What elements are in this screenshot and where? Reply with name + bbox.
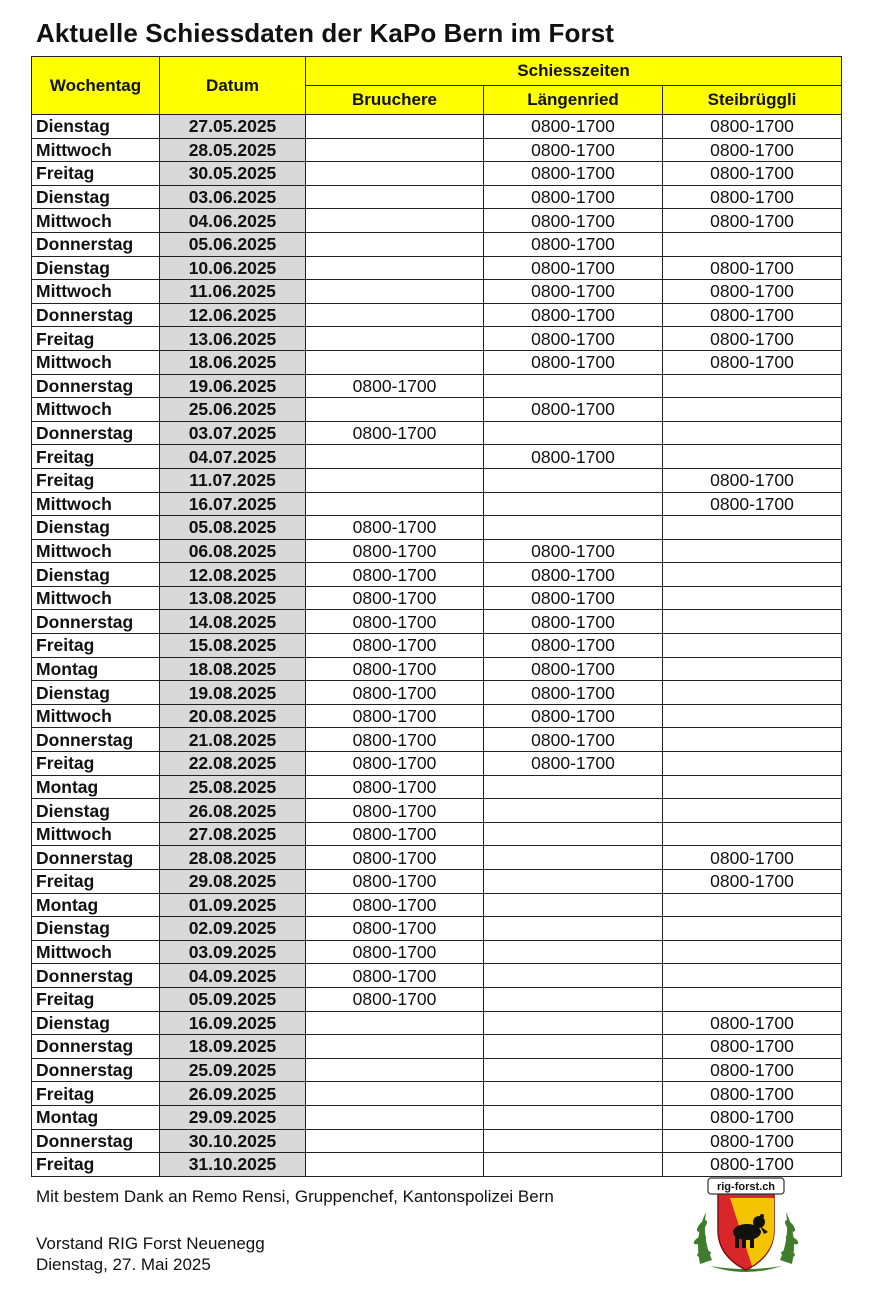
table-row xyxy=(32,657,842,681)
table-row xyxy=(32,327,842,351)
bruuchere-cell: 0800-1700 xyxy=(306,775,484,799)
table-row xyxy=(32,610,842,634)
table-row xyxy=(32,1129,842,1153)
bruuchere-cell xyxy=(306,185,484,209)
steibrueggli-cell xyxy=(663,728,842,752)
laengenried-cell xyxy=(484,870,663,894)
table-row xyxy=(32,468,842,492)
bruuchere-cell xyxy=(306,280,484,304)
table-row xyxy=(32,987,842,1011)
laengenried-cell xyxy=(484,374,663,398)
bruuchere-cell: 0800-1700 xyxy=(306,374,484,398)
laengenried-cell: 0800-1700 xyxy=(484,681,663,705)
board-name: Vorstand RIG Forst Neuenegg xyxy=(36,1234,265,1253)
steibrueggli-cell: 0800-1700 xyxy=(663,468,842,492)
table-row xyxy=(32,162,842,186)
laengenried-cell: 0800-1700 xyxy=(484,752,663,776)
table-body xyxy=(32,115,842,1177)
steibrueggli-cell xyxy=(663,586,842,610)
date-cell: 31.10.2025 xyxy=(160,1153,306,1177)
table-row xyxy=(32,1082,842,1106)
date-cell: 04.06.2025 xyxy=(160,209,306,233)
weekday-cell: Donnerstag xyxy=(32,421,160,445)
table-row xyxy=(32,209,842,233)
shooting-schedule-table xyxy=(31,56,842,1177)
weekday-cell: Dienstag xyxy=(32,256,160,280)
date-cell: 20.08.2025 xyxy=(160,704,306,728)
laengenried-cell xyxy=(484,1058,663,1082)
date-cell: 04.07.2025 xyxy=(160,445,306,469)
laengenried-cell: 0800-1700 xyxy=(484,327,663,351)
bruuchere-cell: 0800-1700 xyxy=(306,681,484,705)
bruuchere-cell: 0800-1700 xyxy=(306,964,484,988)
bruuchere-cell xyxy=(306,327,484,351)
date-cell: 29.08.2025 xyxy=(160,870,306,894)
steibrueggli-cell xyxy=(663,752,842,776)
steibrueggli-cell: 0800-1700 xyxy=(663,209,842,233)
bruuchere-cell: 0800-1700 xyxy=(306,799,484,823)
table-row xyxy=(32,563,842,587)
date-cell: 12.06.2025 xyxy=(160,303,306,327)
laengenried-cell: 0800-1700 xyxy=(484,657,663,681)
weekday-cell: Donnerstag xyxy=(32,1129,160,1153)
table-row xyxy=(32,917,842,941)
bruuchere-cell: 0800-1700 xyxy=(306,917,484,941)
laengenried-cell: 0800-1700 xyxy=(484,610,663,634)
steibrueggli-cell: 0800-1700 xyxy=(663,1153,842,1177)
weekday-cell: Mittwoch xyxy=(32,138,160,162)
weekday-cell: Freitag xyxy=(32,870,160,894)
laengenried-cell: 0800-1700 xyxy=(484,162,663,186)
steibrueggli-cell xyxy=(663,704,842,728)
steibrueggli-cell: 0800-1700 xyxy=(663,1129,842,1153)
table-row xyxy=(32,704,842,728)
steibrueggli-cell xyxy=(663,775,842,799)
weekday-cell: Freitag xyxy=(32,468,160,492)
laengenried-cell xyxy=(484,421,663,445)
header-laengenried: Längenried xyxy=(484,86,663,115)
weekday-cell: Mittwoch xyxy=(32,539,160,563)
weekday-cell: Donnerstag xyxy=(32,1058,160,1082)
laengenried-cell xyxy=(484,1035,663,1059)
steibrueggli-cell xyxy=(663,421,842,445)
bruuchere-cell: 0800-1700 xyxy=(306,634,484,658)
laengenried-cell: 0800-1700 xyxy=(484,115,663,139)
date-cell: 25.08.2025 xyxy=(160,775,306,799)
bruuchere-cell xyxy=(306,1129,484,1153)
table-row xyxy=(32,681,842,705)
laengenried-cell xyxy=(484,1153,663,1177)
date-cell: 19.06.2025 xyxy=(160,374,306,398)
bruuchere-cell xyxy=(306,1082,484,1106)
laengenried-cell: 0800-1700 xyxy=(484,445,663,469)
laengenried-cell: 0800-1700 xyxy=(484,138,663,162)
laengenried-cell: 0800-1700 xyxy=(484,563,663,587)
weekday-cell: Mittwoch xyxy=(32,704,160,728)
laengenried-cell: 0800-1700 xyxy=(484,232,663,256)
laengenried-cell: 0800-1700 xyxy=(484,280,663,304)
steibrueggli-cell xyxy=(663,964,842,988)
table-row xyxy=(32,374,842,398)
weekday-cell: Donnerstag xyxy=(32,728,160,752)
weekday-cell: Dienstag xyxy=(32,681,160,705)
date-cell: 21.08.2025 xyxy=(160,728,306,752)
date-cell: 27.05.2025 xyxy=(160,115,306,139)
date-cell: 01.09.2025 xyxy=(160,893,306,917)
date-cell: 13.08.2025 xyxy=(160,586,306,610)
steibrueggli-cell: 0800-1700 xyxy=(663,162,842,186)
steibrueggli-cell xyxy=(663,563,842,587)
table-row xyxy=(32,185,842,209)
date-cell: 06.08.2025 xyxy=(160,539,306,563)
table-row xyxy=(32,846,842,870)
table-row xyxy=(32,893,842,917)
date-cell: 26.09.2025 xyxy=(160,1082,306,1106)
steibrueggli-cell xyxy=(663,374,842,398)
steibrueggli-cell: 0800-1700 xyxy=(663,1082,842,1106)
steibrueggli-cell xyxy=(663,681,842,705)
bruuchere-cell xyxy=(306,1011,484,1035)
steibrueggli-cell xyxy=(663,610,842,634)
laengenried-cell: 0800-1700 xyxy=(484,398,663,422)
date-cell: 16.09.2025 xyxy=(160,1011,306,1035)
weekday-cell: Montag xyxy=(32,657,160,681)
steibrueggli-cell xyxy=(663,539,842,563)
table-row xyxy=(32,280,842,304)
steibrueggli-cell xyxy=(663,657,842,681)
laengenried-cell xyxy=(484,987,663,1011)
signature-date: Dienstag, 27. Mai 2025 xyxy=(36,1255,211,1274)
bruuchere-cell xyxy=(306,209,484,233)
weekday-cell: Donnerstag xyxy=(32,303,160,327)
steibrueggli-cell: 0800-1700 xyxy=(663,870,842,894)
logo-text: rig-forst.ch xyxy=(716,1181,776,1193)
weekday-cell: Donnerstag xyxy=(32,1035,160,1059)
weekday-cell: Donnerstag xyxy=(32,374,160,398)
weekday-cell: Mittwoch xyxy=(32,492,160,516)
laengenried-cell xyxy=(484,1082,663,1106)
laengenried-cell: 0800-1700 xyxy=(484,704,663,728)
table-row xyxy=(32,634,842,658)
table-row xyxy=(32,586,842,610)
table-row xyxy=(32,256,842,280)
table-row xyxy=(32,940,842,964)
laengenried-cell xyxy=(484,516,663,540)
weekday-cell: Montag xyxy=(32,893,160,917)
bruuchere-cell xyxy=(306,445,484,469)
bruuchere-cell xyxy=(306,138,484,162)
table-row xyxy=(32,445,842,469)
date-cell: 27.08.2025 xyxy=(160,822,306,846)
weekday-cell: Montag xyxy=(32,775,160,799)
bruuchere-cell: 0800-1700 xyxy=(306,987,484,1011)
weekday-cell: Montag xyxy=(32,1105,160,1129)
bruuchere-cell xyxy=(306,256,484,280)
weekday-cell: Dienstag xyxy=(32,1011,160,1035)
bern-bear-crest-icon xyxy=(690,1176,802,1276)
laengenried-cell xyxy=(484,822,663,846)
table-row xyxy=(32,421,842,445)
steibrueggli-cell: 0800-1700 xyxy=(663,256,842,280)
table-row xyxy=(32,799,842,823)
steibrueggli-cell xyxy=(663,232,842,256)
date-cell: 05.06.2025 xyxy=(160,232,306,256)
table-row xyxy=(32,115,842,139)
date-cell: 11.07.2025 xyxy=(160,468,306,492)
date-cell: 28.05.2025 xyxy=(160,138,306,162)
steibrueggli-cell: 0800-1700 xyxy=(663,846,842,870)
date-cell: 30.10.2025 xyxy=(160,1129,306,1153)
bruuchere-cell: 0800-1700 xyxy=(306,657,484,681)
bruuchere-cell: 0800-1700 xyxy=(306,421,484,445)
date-cell: 19.08.2025 xyxy=(160,681,306,705)
weekday-cell: Donnerstag xyxy=(32,232,160,256)
steibrueggli-cell: 0800-1700 xyxy=(663,138,842,162)
date-cell: 03.07.2025 xyxy=(160,421,306,445)
laengenried-cell: 0800-1700 xyxy=(484,350,663,374)
weekday-cell: Mittwoch xyxy=(32,209,160,233)
table-row xyxy=(32,822,842,846)
bruuchere-cell: 0800-1700 xyxy=(306,752,484,776)
steibrueggli-cell xyxy=(663,893,842,917)
steibrueggli-cell: 0800-1700 xyxy=(663,1058,842,1082)
laengenried-cell xyxy=(484,846,663,870)
laengenried-cell xyxy=(484,940,663,964)
date-cell: 30.05.2025 xyxy=(160,162,306,186)
bruuchere-cell xyxy=(306,398,484,422)
steibrueggli-cell: 0800-1700 xyxy=(663,492,842,516)
weekday-cell: Mittwoch xyxy=(32,350,160,374)
table-row xyxy=(32,492,842,516)
steibrueggli-cell: 0800-1700 xyxy=(663,115,842,139)
table-row xyxy=(32,964,842,988)
weekday-cell: Freitag xyxy=(32,987,160,1011)
bruuchere-cell: 0800-1700 xyxy=(306,516,484,540)
weekday-cell: Donnerstag xyxy=(32,964,160,988)
steibrueggli-cell: 0800-1700 xyxy=(663,350,842,374)
steibrueggli-cell xyxy=(663,398,842,422)
date-cell: 16.07.2025 xyxy=(160,492,306,516)
bruuchere-cell: 0800-1700 xyxy=(306,846,484,870)
bruuchere-cell xyxy=(306,1058,484,1082)
date-cell: 04.09.2025 xyxy=(160,964,306,988)
date-cell: 11.06.2025 xyxy=(160,280,306,304)
steibrueggli-cell xyxy=(663,799,842,823)
weekday-cell: Freitag xyxy=(32,752,160,776)
bruuchere-cell: 0800-1700 xyxy=(306,563,484,587)
weekday-cell: Mittwoch xyxy=(32,398,160,422)
date-cell: 22.08.2025 xyxy=(160,752,306,776)
laengenried-cell xyxy=(484,1129,663,1153)
table-row xyxy=(32,539,842,563)
steibrueggli-cell: 0800-1700 xyxy=(663,1035,842,1059)
bruuchere-cell: 0800-1700 xyxy=(306,586,484,610)
laengenried-cell: 0800-1700 xyxy=(484,256,663,280)
weekday-cell: Freitag xyxy=(32,1082,160,1106)
steibrueggli-cell xyxy=(663,516,842,540)
date-cell: 26.08.2025 xyxy=(160,799,306,823)
steibrueggli-cell: 0800-1700 xyxy=(663,280,842,304)
steibrueggli-cell xyxy=(663,987,842,1011)
table-row xyxy=(32,1011,842,1035)
weekday-cell: Donnerstag xyxy=(32,610,160,634)
date-cell: 18.08.2025 xyxy=(160,657,306,681)
bruuchere-cell: 0800-1700 xyxy=(306,893,484,917)
weekday-cell: Dienstag xyxy=(32,115,160,139)
laengenried-cell: 0800-1700 xyxy=(484,209,663,233)
bruuchere-cell: 0800-1700 xyxy=(306,870,484,894)
laengenried-cell xyxy=(484,492,663,516)
steibrueggli-cell: 0800-1700 xyxy=(663,327,842,351)
date-cell: 05.08.2025 xyxy=(160,516,306,540)
steibrueggli-cell xyxy=(663,940,842,964)
laengenried-cell xyxy=(484,1011,663,1035)
weekday-cell: Dienstag xyxy=(32,799,160,823)
table-row xyxy=(32,516,842,540)
bruuchere-cell xyxy=(306,1105,484,1129)
table-row xyxy=(32,138,842,162)
date-cell: 05.09.2025 xyxy=(160,987,306,1011)
date-cell: 12.08.2025 xyxy=(160,563,306,587)
laengenried-cell xyxy=(484,893,663,917)
bruuchere-cell: 0800-1700 xyxy=(306,539,484,563)
table-row xyxy=(32,775,842,799)
date-cell: 13.06.2025 xyxy=(160,327,306,351)
table-row xyxy=(32,303,842,327)
bruuchere-cell: 0800-1700 xyxy=(306,610,484,634)
date-cell: 03.09.2025 xyxy=(160,940,306,964)
rig-forst-logo xyxy=(690,1176,802,1276)
bruuchere-cell xyxy=(306,232,484,256)
date-cell: 18.09.2025 xyxy=(160,1035,306,1059)
page-title: Aktuelle Schiessdaten der KaPo Bern im Forst xyxy=(36,18,615,48)
bruuchere-cell xyxy=(306,468,484,492)
laengenried-cell xyxy=(484,799,663,823)
date-cell: 03.06.2025 xyxy=(160,185,306,209)
bruuchere-cell xyxy=(306,492,484,516)
signature-block xyxy=(36,1233,265,1275)
weekday-cell: Freitag xyxy=(32,1153,160,1177)
laengenried-cell xyxy=(484,468,663,492)
date-cell: 25.06.2025 xyxy=(160,398,306,422)
weekday-cell: Donnerstag xyxy=(32,846,160,870)
date-cell: 25.09.2025 xyxy=(160,1058,306,1082)
weekday-cell: Mittwoch xyxy=(32,280,160,304)
laengenried-cell: 0800-1700 xyxy=(484,586,663,610)
steibrueggli-cell xyxy=(663,634,842,658)
header-date: Datum xyxy=(160,57,306,115)
date-cell: 29.09.2025 xyxy=(160,1105,306,1129)
weekday-cell: Freitag xyxy=(32,327,160,351)
thanks-note: Mit bestem Dank an Remo Rensi, Gruppenchef, Kantonspolizei Bern xyxy=(36,1187,554,1206)
weekday-cell: Dienstag xyxy=(32,185,160,209)
bruuchere-cell xyxy=(306,115,484,139)
steibrueggli-cell: 0800-1700 xyxy=(663,303,842,327)
bruuchere-cell xyxy=(306,1035,484,1059)
laengenried-cell: 0800-1700 xyxy=(484,539,663,563)
date-cell: 02.09.2025 xyxy=(160,917,306,941)
table-row xyxy=(32,1105,842,1129)
weekday-cell: Dienstag xyxy=(32,563,160,587)
weekday-cell: Freitag xyxy=(32,634,160,658)
table-row xyxy=(32,870,842,894)
table-row xyxy=(32,1153,842,1177)
laengenried-cell xyxy=(484,1105,663,1129)
steibrueggli-cell xyxy=(663,445,842,469)
table-row xyxy=(32,1058,842,1082)
laengenried-cell xyxy=(484,917,663,941)
table-row xyxy=(32,232,842,256)
bruuchere-cell xyxy=(306,303,484,327)
steibrueggli-cell xyxy=(663,917,842,941)
weekday-cell: Mittwoch xyxy=(32,822,160,846)
laengenried-cell: 0800-1700 xyxy=(484,303,663,327)
bruuchere-cell: 0800-1700 xyxy=(306,728,484,752)
weekday-cell: Freitag xyxy=(32,162,160,186)
steibrueggli-cell xyxy=(663,822,842,846)
steibrueggli-cell: 0800-1700 xyxy=(663,185,842,209)
header-weekday: Wochentag xyxy=(32,57,160,115)
table-row xyxy=(32,350,842,374)
bruuchere-cell: 0800-1700 xyxy=(306,822,484,846)
laengenried-cell: 0800-1700 xyxy=(484,185,663,209)
table-row xyxy=(32,752,842,776)
steibrueggli-cell: 0800-1700 xyxy=(663,1105,842,1129)
laengenried-cell xyxy=(484,964,663,988)
date-cell: 10.06.2025 xyxy=(160,256,306,280)
laengenried-cell xyxy=(484,775,663,799)
header-bruuchere: Bruuchere xyxy=(306,86,484,115)
weekday-cell: Mittwoch xyxy=(32,586,160,610)
date-cell: 18.06.2025 xyxy=(160,350,306,374)
date-cell: 28.08.2025 xyxy=(160,846,306,870)
laengenried-cell: 0800-1700 xyxy=(484,728,663,752)
bruuchere-cell xyxy=(306,162,484,186)
weekday-cell: Mittwoch xyxy=(32,940,160,964)
weekday-cell: Dienstag xyxy=(32,516,160,540)
weekday-cell: Freitag xyxy=(32,445,160,469)
header-shooting-times: Schiesszeiten xyxy=(306,57,842,86)
bruuchere-cell xyxy=(306,350,484,374)
table-row xyxy=(32,398,842,422)
bruuchere-cell: 0800-1700 xyxy=(306,704,484,728)
date-cell: 14.08.2025 xyxy=(160,610,306,634)
date-cell: 15.08.2025 xyxy=(160,634,306,658)
steibrueggli-cell: 0800-1700 xyxy=(663,1011,842,1035)
laengenried-cell: 0800-1700 xyxy=(484,634,663,658)
header-steibrueggli: Steibrüggli xyxy=(663,86,842,115)
bruuchere-cell xyxy=(306,1153,484,1177)
weekday-cell: Dienstag xyxy=(32,917,160,941)
table-row xyxy=(32,1035,842,1059)
table-row xyxy=(32,728,842,752)
bruuchere-cell: 0800-1700 xyxy=(306,940,484,964)
